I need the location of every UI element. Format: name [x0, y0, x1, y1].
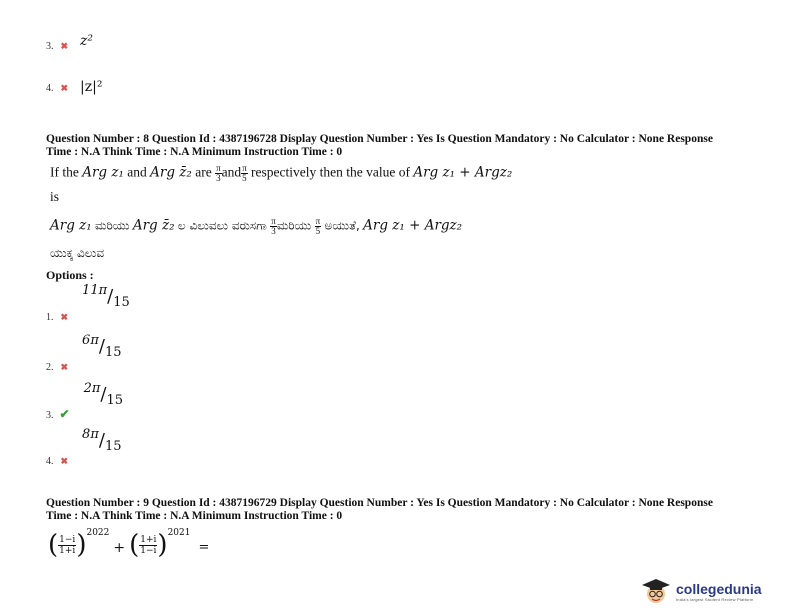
kannada-word: ಮರಿಯು — [276, 218, 312, 233]
kannada-word: ಅಯುತೆ, — [324, 218, 360, 233]
option-4 — [46, 427, 122, 467]
math-arg-z2-bar: Arg z̄₂ — [150, 164, 192, 181]
question-8-kannada-text — [50, 217, 462, 236]
math-expression: Arg z₁ + Argz₂ — [413, 164, 513, 181]
fraction-2: $\frac{1+i}{1-i}$ — [140, 535, 157, 556]
exponent: 2022 — [86, 528, 110, 538]
prev-option-3 — [46, 33, 94, 54]
question-header-line-1: Question Number : 8 Question Id : 4387196728 Display Question Number : Yes Is Question Mandatory : No Calculator : None Response — [46, 133, 713, 145]
text-part: and — [127, 164, 147, 180]
math-expression: Arg z₁ + Argz₂ — [363, 217, 463, 234]
question-8-header — [46, 133, 766, 159]
fraction-pi-3: $\frac{\pi}{3}$ — [216, 163, 221, 183]
option-3 — [46, 381, 124, 421]
wrong-mark-icon: ✖ — [60, 312, 69, 322]
logo-tagline: India's largest Student Review Platform — [676, 596, 754, 602]
question-9-expression — [48, 530, 209, 560]
fraction-pi-3: $\frac{\pi}{3}$ — [271, 216, 276, 236]
wrong-mark-icon: ✖ — [60, 362, 69, 372]
math-arg-z2-bar: Arg z̄₂ — [132, 217, 175, 234]
equals-sign: = — [198, 540, 210, 555]
logo-name: collegedunia — [676, 580, 762, 597]
question-header-line-2: Time : N.A Think Time : N.A Minimum Instruction Time : 0 — [46, 146, 343, 158]
text-part: If the — [50, 164, 79, 180]
kannada-word: ಲ ವಿಲುವಲು ವರುಸಗಾ — [177, 218, 267, 233]
math-arg-z1: Arg z₁ — [50, 217, 92, 234]
option-number: 4. — [46, 83, 54, 94]
option-number: 1. — [46, 312, 54, 323]
wrong-mark-icon: ✖ — [60, 83, 69, 93]
option-value: 6π/15 — [82, 333, 122, 360]
option-2 — [46, 333, 122, 373]
option-value: z² — [80, 33, 94, 49]
wrong-mark-icon: ✖ — [60, 456, 69, 466]
question-8-is: is — [50, 189, 60, 204]
left-paren: ( — [48, 530, 59, 560]
plus-sign: + — [113, 540, 126, 556]
right-paren: ) — [157, 530, 168, 560]
option-value: 8π/15 — [82, 427, 122, 454]
kannada-word: ಮರಿಯು — [95, 218, 130, 233]
text-part: and — [221, 164, 242, 180]
option-value: |z|² — [80, 79, 103, 95]
prev-option-4 — [46, 78, 102, 96]
fraction-1: $\frac{1-i}{1+i}$ — [59, 535, 76, 556]
option-number: 3. — [46, 410, 54, 421]
graduate-mascot-icon — [640, 577, 672, 605]
exponent: 2021 — [167, 528, 191, 538]
question-9-header — [46, 497, 766, 523]
question-header-line-1: Question Number : 9 Question Id : 4387196729 Display Question Number : Yes Is Question Mandatory : No Calculator : None Response — [46, 497, 713, 509]
question-header-line-2: Time : N.A Think Time : N.A Minimum Instruction Time : 0 — [46, 510, 343, 522]
fraction-pi-5: $\frac{\pi}{5}$ — [242, 163, 247, 183]
option-number: 2. — [46, 362, 54, 373]
fraction-pi-5: $\frac{\pi}{5}$ — [315, 216, 321, 236]
left-paren: ( — [129, 530, 140, 560]
correct-check-icon: ✔ — [59, 407, 70, 421]
option-value: 11π/15 — [82, 283, 130, 310]
math-arg-z1: Arg z₁ — [82, 164, 124, 181]
text-part: are — [195, 164, 212, 180]
wrong-mark-icon: ✖ — [60, 41, 69, 51]
options-label: Options : — [46, 268, 94, 282]
question-8-english-text — [50, 164, 512, 183]
option-number: 3. — [46, 41, 54, 52]
collegedunia-logo — [640, 577, 762, 605]
question-8-kannada-line-2: ಯುಕ್ಕ ವಿಲುವ — [50, 246, 105, 260]
right-paren: ) — [76, 530, 87, 560]
text-part: respectively then the value of — [251, 164, 410, 180]
option-value: 2π/15 — [83, 381, 124, 408]
option-1 — [46, 283, 130, 323]
option-number: 4. — [46, 456, 54, 467]
